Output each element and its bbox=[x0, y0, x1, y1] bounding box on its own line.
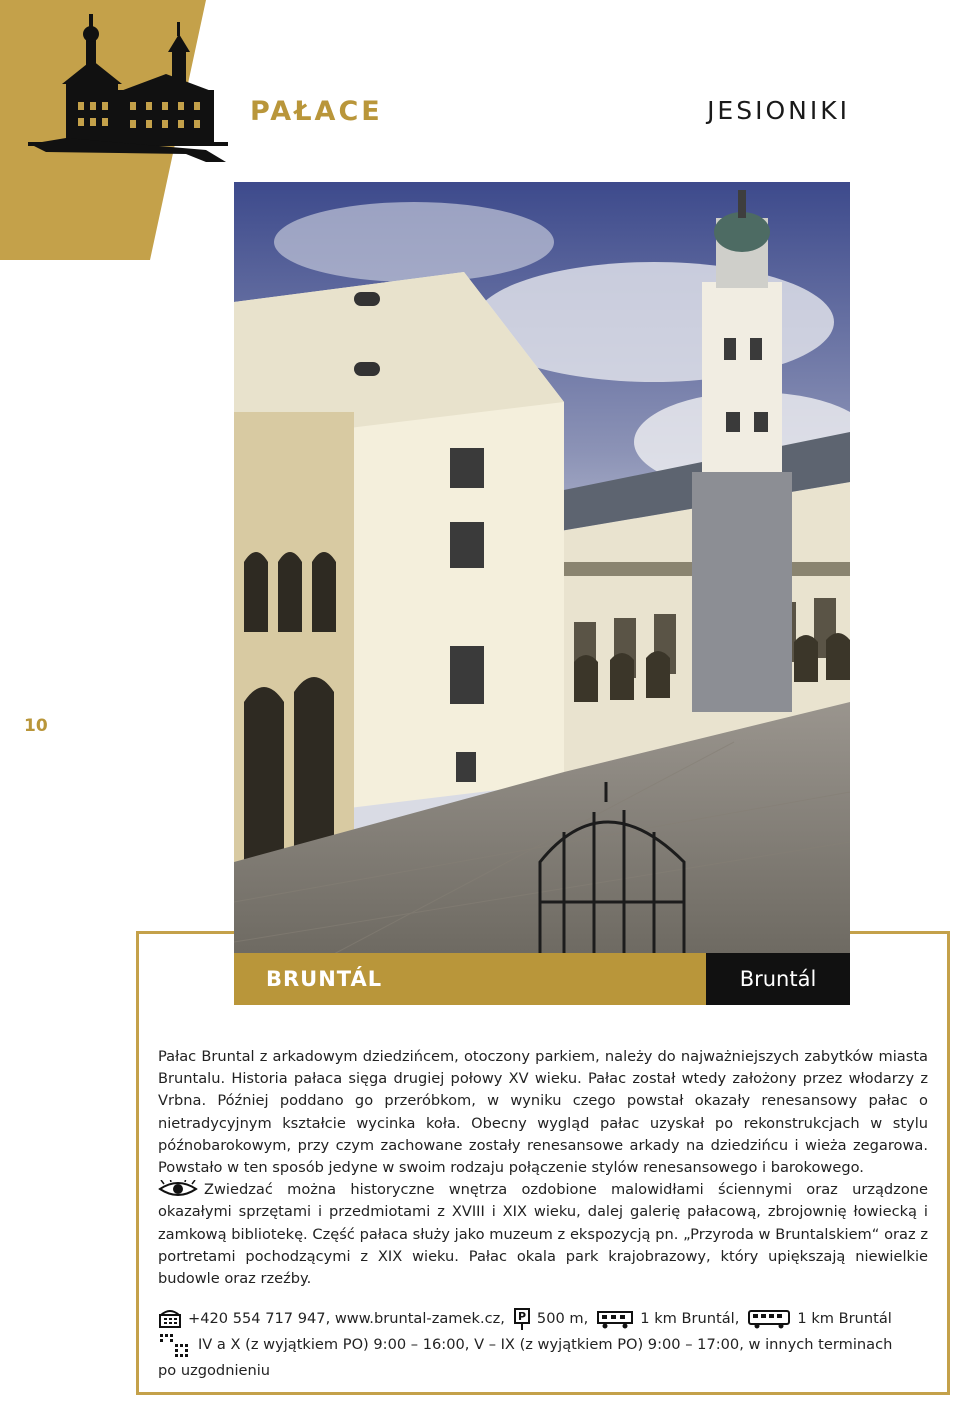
phone-icon bbox=[158, 1309, 182, 1329]
description-paragraph-2-wrap bbox=[158, 1179, 928, 1290]
parking-icon bbox=[513, 1308, 531, 1330]
bus-icon bbox=[747, 1309, 791, 1329]
train-icon bbox=[596, 1309, 634, 1329]
place-name: BRUNTÁL bbox=[234, 953, 706, 1005]
page-number: 10 bbox=[24, 716, 48, 736]
info-row-contact bbox=[158, 1306, 928, 1332]
sightseeing-eye-icon bbox=[158, 1180, 198, 1198]
contact-text: +420 554 717 947, www.bruntal-zamek.cz, bbox=[188, 1310, 505, 1327]
hours-continued-text: po uzgodnieniu bbox=[158, 1362, 271, 1379]
place-name-bar bbox=[234, 953, 850, 1005]
hours-text: IV a X (z wyjątkiem PO) 9:00 – 16:00, V – IX (z wyjątkiem PO) 9:00 – 17:00, w innych terminach bbox=[198, 1336, 893, 1353]
description-paragraph-1: Pałac Bruntal z arkadowym dziedzińcem, otoczony parkiem, należy do najważniejszych zabytków miasta Bruntalu. Historia pałaca sięga drugiej połowy XV wieku. Pałac został wtedy założony przez włodarzy z Vrbna. Później poddano go przeróbkom, w wyniku czego powstał okazały renesansowy pałac o nietradycyjnym kształcie wycinka koła. Obecny wygląd pałac uzyskał po rekonstrukcjach w stylu późnobarokowym, przy czym zachowane zostały renesansowe arkady na dziedzińcu i wieża zegarowa. Powstało w ten sposób jedyne w swoim rodzaju połączenie stylów renesansowego i barokowego. bbox=[158, 1048, 928, 1177]
parking-text: 500 m, bbox=[536, 1310, 589, 1327]
info-row-hours-cont bbox=[158, 1358, 928, 1384]
svg-text:P: P bbox=[517, 1310, 526, 1323]
place-town: Bruntál bbox=[706, 953, 850, 1005]
description-paragraph-2: Zwiedzać można historyczne wnętrza ozdobione malowidłami ściennymi oraz urządzone okazałymi sprzętami i przedmiotami z XVIII i XIX wieku, dalej galerię pałacową, zbrojownię łowiecką i zamkową bibliotekę. Część pałaca służy jako muzeum z ekspozycją pn. „Przyroda w Bruntalskiem“ oraz z portretami pochodzącymi z XIX wieku. Pałac okala park krajobrazowy, który upiększają niewielkie budowle oraz rzeźby. bbox=[158, 1181, 928, 1288]
opening-hours-icon bbox=[158, 1332, 192, 1358]
castle-logo-icon bbox=[26, 12, 232, 162]
region-title: JESIONIKI bbox=[707, 96, 850, 125]
bus-text: 1 km Bruntál bbox=[797, 1310, 892, 1327]
category-title: PAŁACE bbox=[250, 96, 383, 127]
info-row-hours bbox=[158, 1332, 928, 1358]
train-text: 1 km Bruntál, bbox=[640, 1310, 740, 1327]
palace-illustration bbox=[234, 182, 850, 954]
description bbox=[158, 1046, 928, 1290]
palace-photo bbox=[234, 182, 850, 954]
practical-info bbox=[158, 1306, 928, 1384]
